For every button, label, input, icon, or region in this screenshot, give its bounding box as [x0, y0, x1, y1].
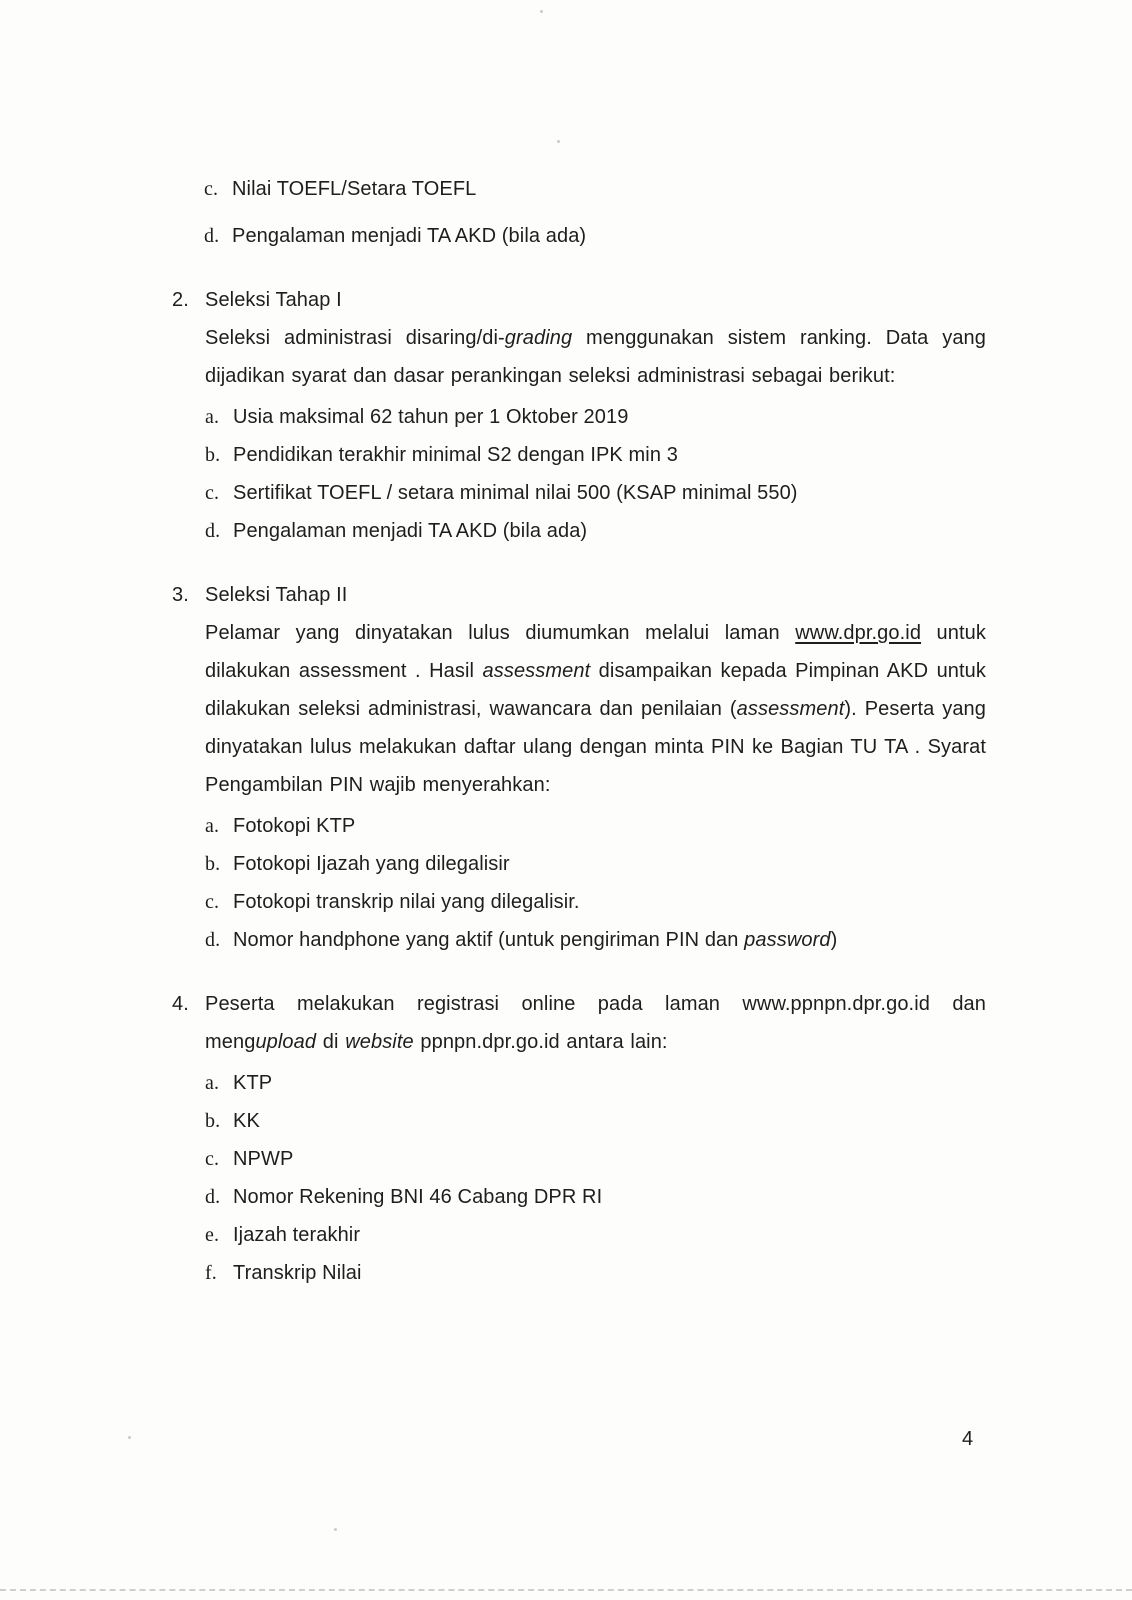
document-content [172, 170, 986, 1292]
paragraph [205, 614, 986, 804]
list-item-label: c. [205, 482, 220, 504]
text-segment: Transkrip Nilai [233, 1262, 362, 1284]
text-segment: Seleksi Tahap I [205, 289, 342, 311]
text-segment: Pengalaman menjadi TA AKD (bila ada) [233, 520, 588, 542]
numbered-section [172, 576, 986, 959]
intro-lettered-list [204, 170, 986, 255]
section-body [205, 576, 986, 959]
list-item-text [232, 170, 986, 208]
list-item [205, 398, 986, 436]
list-item-text [233, 1102, 986, 1140]
paragraph [205, 576, 986, 614]
text-segment: Nomor Rekening BNI 46 Cabang DPR RI [233, 1186, 603, 1208]
list-item-label: b. [205, 853, 221, 875]
text-segment: Peserta melakukan registrasi online pada laman www.ppnpn.dpr.go.id dan meng [205, 993, 986, 1053]
list-item [205, 1216, 986, 1254]
list-item-label: a. [205, 815, 220, 837]
text-segment: di [316, 1031, 346, 1053]
url-text: www.dpr.go.id [795, 622, 922, 644]
text-segment: Seleksi administrasi disaring/di- [205, 327, 505, 349]
italic-text: website [345, 1031, 414, 1053]
list-item [205, 474, 986, 512]
section-number: 3. [172, 584, 189, 606]
list-item-label: d. [204, 225, 220, 247]
section-number: 2. [172, 289, 189, 311]
list-item-text [233, 1064, 986, 1102]
lettered-list [205, 398, 986, 550]
list-item-text [233, 512, 986, 550]
text-segment: Fotokopi KTP [233, 815, 356, 837]
text-segment: ) [830, 929, 838, 951]
text-segment: Fotokopi transkrip nilai yang dilegalisir. [233, 891, 580, 913]
text-segment: Nomor handphone yang aktif (untuk pengiriman PIN dan [233, 929, 745, 951]
list-item [205, 1178, 986, 1216]
paragraph [205, 319, 986, 395]
text-segment: Seleksi Tahap II [205, 584, 348, 606]
paragraph [205, 985, 986, 1061]
text-segment: menggunakan sistem ranking. Data yang dijadikan syarat dan dasar perankingan seleksi administrasi sebagai berikut: [205, 327, 986, 387]
italic-text: assessment [482, 660, 591, 682]
list-item [204, 217, 986, 255]
list-item [205, 1064, 986, 1102]
list-item [205, 883, 986, 921]
list-item [205, 921, 986, 959]
list-item-label: d. [205, 520, 221, 542]
list-item-text [233, 883, 986, 921]
scan-speck [557, 140, 560, 143]
text-segment: Usia maksimal 62 tahun per 1 Oktober 2019 [233, 406, 629, 428]
list-item-label: c. [205, 891, 220, 913]
list-item-text [233, 807, 986, 845]
text-segment: Nilai TOEFL/Setara TOEFL [232, 178, 477, 200]
scan-speck [128, 1436, 131, 1439]
text-segment: Fotokopi Ijazah yang dilegalisir [233, 853, 510, 875]
section-number: 4. [172, 993, 189, 1015]
paragraph [205, 281, 986, 319]
numbered-section [172, 281, 986, 550]
list-item-text [233, 398, 986, 436]
list-item-label: f. [205, 1262, 217, 1284]
scan-speck [334, 1528, 337, 1531]
list-item-text [233, 474, 986, 512]
section-body [205, 281, 986, 550]
text-segment: Pelamar yang dinyatakan lulus diumumkan melalui laman [205, 622, 796, 644]
numbered-section [172, 985, 986, 1292]
scan-artifact-dashed-line [0, 1589, 1132, 1591]
list-item-label: a. [205, 406, 220, 428]
italic-text: assessment [736, 698, 845, 720]
text-segment: untuk dilakukan assessment . Hasil [205, 622, 986, 682]
text-segment: Pendidikan terakhir minimal S2 dengan IPK min 3 [233, 444, 678, 466]
text-segment: NPWP [233, 1148, 294, 1170]
italic-text: grading [504, 327, 573, 349]
list-item [205, 845, 986, 883]
scan-speck [540, 10, 543, 13]
text-segment: ppnpn.dpr.go.id antara lain: [413, 1031, 668, 1053]
italic-text: upload [255, 1031, 317, 1053]
text-segment: Pengalaman menjadi TA AKD (bila ada) [232, 225, 587, 247]
list-item [204, 170, 986, 208]
list-item-label: a. [205, 1072, 220, 1094]
list-item-label: e. [205, 1224, 220, 1246]
text-segment: KTP [233, 1072, 273, 1094]
text-segment: ). Peserta yang dinyatakan lulus melakukan daftar ulang dengan minta PIN ke Bagian TU TA . Syarat Pengambilan PIN wajib menyerahkan: [205, 698, 986, 796]
list-item-text [233, 1140, 986, 1178]
text-segment: KK [233, 1110, 260, 1132]
list-item [205, 1102, 986, 1140]
text-segment: disampaikan kepada Pimpinan AKD untuk dilakukan seleksi administrasi, wawancara dan penilaian ( [205, 660, 986, 720]
text-segment: Ijazah terakhir [233, 1224, 361, 1246]
list-item-text [233, 845, 986, 883]
italic-text: password [744, 929, 831, 951]
list-item-text [233, 1216, 986, 1254]
list-item-label: c. [204, 178, 219, 200]
page-number: 4 [962, 1428, 974, 1450]
list-item-label: d. [205, 1186, 221, 1208]
list-item [205, 512, 986, 550]
list-item [205, 436, 986, 474]
list-item-label: b. [205, 1110, 221, 1132]
lettered-list [205, 807, 986, 959]
list-item [205, 1140, 986, 1178]
list-item-text [233, 1254, 986, 1292]
lettered-list [205, 1064, 986, 1292]
text-segment: Sertifikat TOEFL / setara minimal nilai 500 (KSAP minimal 550) [233, 482, 798, 504]
list-item-text [233, 921, 986, 959]
list-item-text [233, 1178, 986, 1216]
list-item-text [232, 217, 986, 255]
list-item [205, 1254, 986, 1292]
list-item-text [233, 436, 986, 474]
list-item [205, 807, 986, 845]
list-item-label: b. [205, 444, 221, 466]
section-body [205, 985, 986, 1292]
list-item-label: c. [205, 1148, 220, 1170]
list-item-label: d. [205, 929, 221, 951]
